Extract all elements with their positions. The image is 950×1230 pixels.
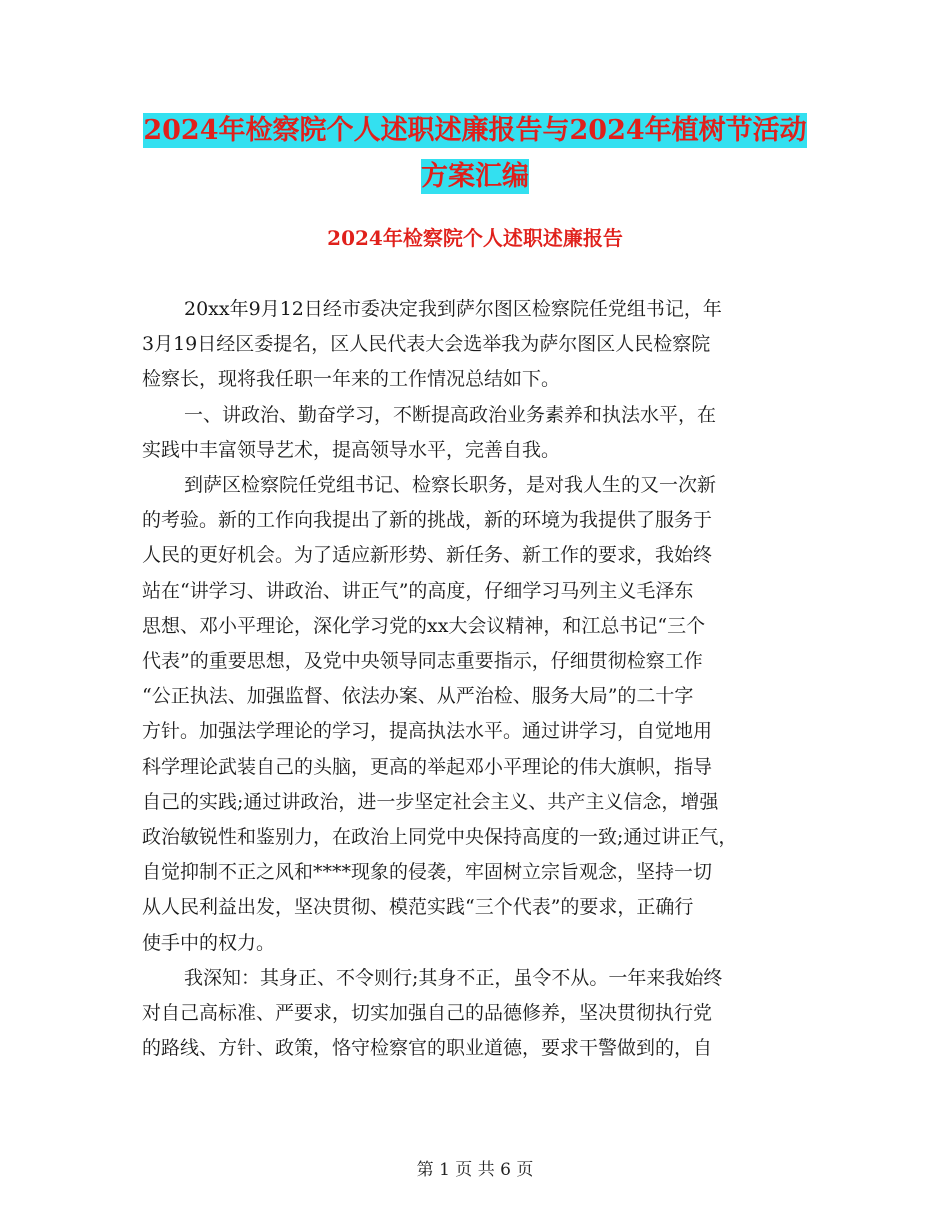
body-line: 我深知：其身正、不令则行;其身不正，虽令不从。一年来我始终 (184, 966, 723, 989)
body-line: 一、讲政治、勤奋学习，不断提高政治业务素养和执法水平，在 (184, 403, 717, 426)
body-line: 自己的实践;通过讲政治，进一步坚定社会主义、共产主义信念，增强 (142, 790, 719, 813)
body-text (142, 292, 810, 1066)
body-line: 思想、邓小平理论，深化学习党的xx大会议精神，和江总书记“三个 (142, 614, 706, 637)
body-line: 使手中的权力。 (142, 931, 276, 954)
body-line: 对自己高标准、严要求，切实加强自己的品德修养，坚决贯彻执行党 (142, 1002, 713, 1025)
body-line: 自觉抑制不正之风和****现象的侵袭，牢固树立宗旨观念，坚持一切 (142, 861, 713, 884)
body-line: 到萨区检察院任党组书记、检察长职务，是对我人生的又一次新 (184, 474, 717, 497)
body-line: “公正执法、加强监督、依法办案、从严治检、服务大局”的二十字 (142, 685, 694, 708)
body-line: 的考验。新的工作向我提出了新的挑战，新的环境为我提供了服务于 (142, 509, 713, 532)
body-line: 从人民利益出发，坚决贯彻、模范实践“三个代表”的要求，正确行 (142, 896, 694, 919)
page-footer: 第 1 页 共 6 页 (416, 1160, 534, 1180)
document-title (0, 108, 950, 200)
title-line-2: 方案汇编 (421, 161, 529, 192)
body-line: 3月19日经区委提名，区人民代表大会选举我为萨尔图区人民检察院 (142, 333, 711, 356)
body-line: 方针。加强法学理论的学习，提高执法水平。通过讲学习，自觉地用 (142, 720, 713, 743)
title-line-1: 2024年检察院个人述职述廉报告与2024年植树节活动 (143, 115, 807, 146)
body-line: 科学理论武装自己的头脑，更高的举起邓小平理论的伟大旗帜，指导 (142, 755, 713, 778)
body-line: 20xx年9月12日经市委决定我到萨尔图区检察院任党组书记，年 (184, 298, 722, 320)
body-line: 的路线、方针、政策，恪守检察官的职业道德，要求干警做到的，自 (142, 1037, 713, 1060)
body-line: 代表”的重要思想，及党中央领导同志重要指示，仔细贯彻检察工作 (142, 650, 703, 673)
body-line: 站在“讲学习、讲政治、讲正气”的高度，仔细学习马列主义毛泽东 (142, 579, 694, 602)
section-heading: 2024年检察院个人述职述廉报告 (327, 226, 623, 250)
body-line: 政治敏锐性和鉴别力，在政治上同党中央保持高度的一致;通过讲正气， (142, 826, 738, 849)
body-line: 人民的更好机会。为了适应新形势、新任务、新工作的要求，我始终 (142, 544, 713, 567)
body-line: 实践中丰富领导艺术，提高领导水平，完善自我。 (142, 438, 561, 461)
body-line: 检察长，现将我任职一年来的工作情况总结如下。 (142, 368, 561, 391)
